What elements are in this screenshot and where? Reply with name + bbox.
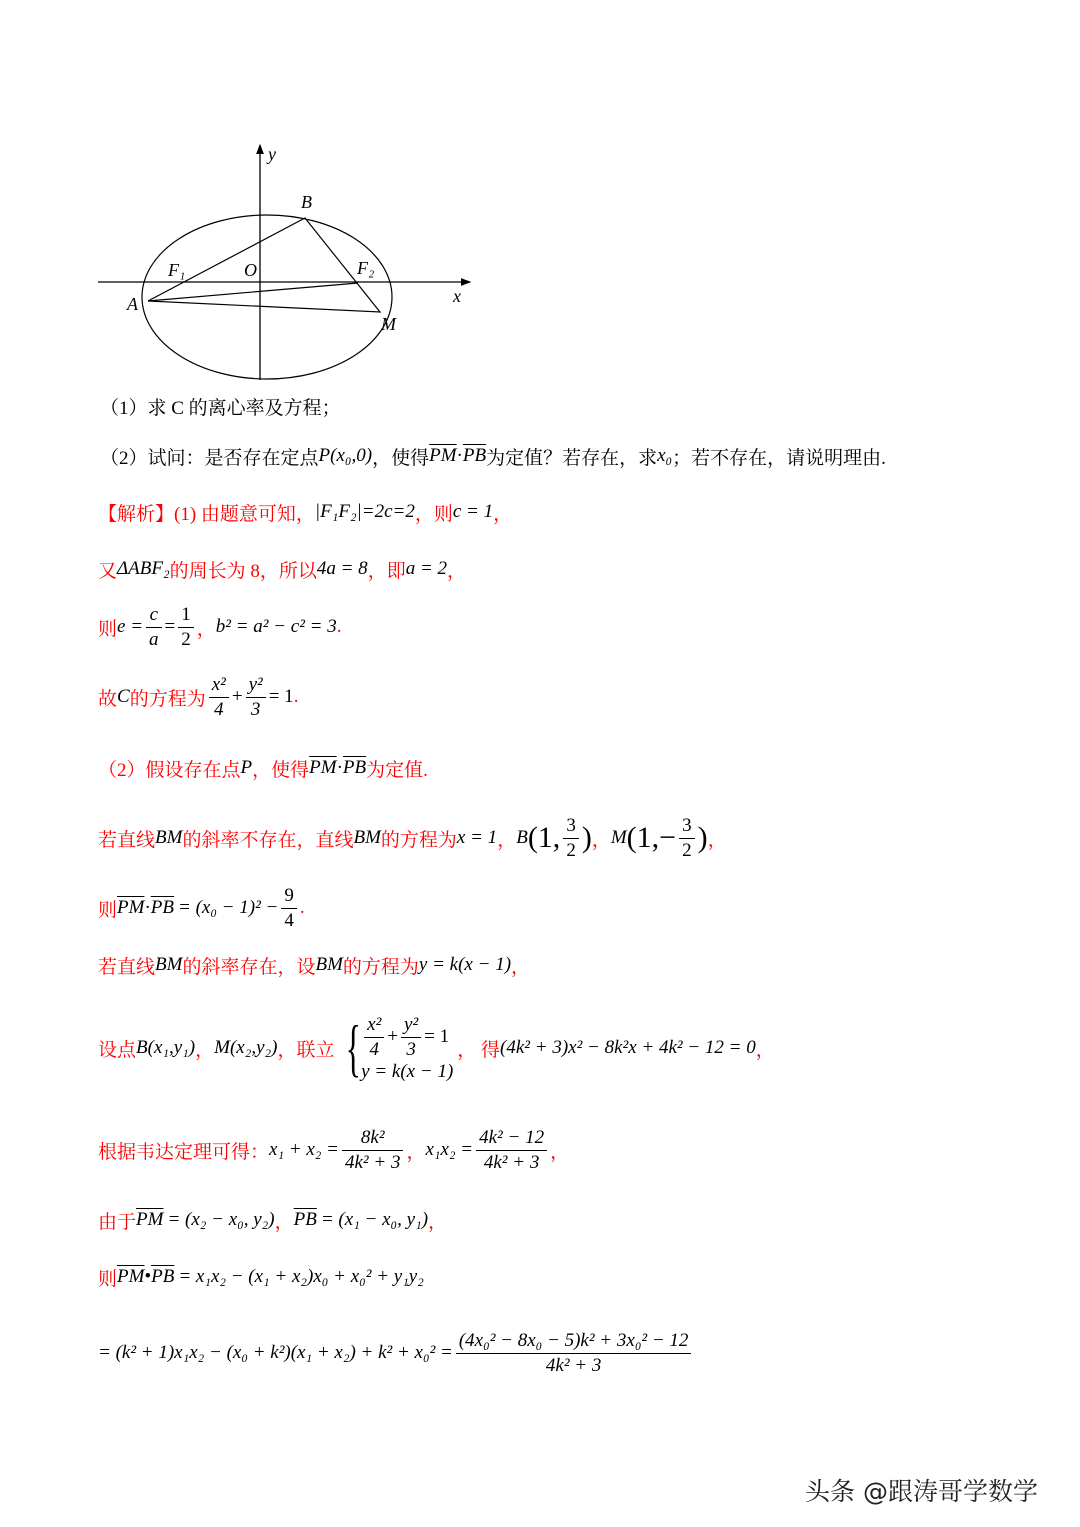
text: 则 [98, 1268, 118, 1290]
solution-line-10 [98, 1115, 569, 1185]
text: . [293, 686, 299, 707]
vector-pb: $\overline{PB}$ [151, 1266, 175, 1287]
text: ， [428, 1211, 448, 1233]
math: + [231, 686, 243, 707]
numerator: 8k² [360, 1126, 385, 1148]
text: ， [511, 956, 531, 978]
math: B [516, 827, 528, 848]
text: 为定值. [366, 759, 428, 781]
label-m: M [381, 314, 396, 334]
math: M(x₂,y₂) [214, 1037, 278, 1058]
text: . [299, 897, 305, 918]
dot: · [336, 757, 343, 778]
ellipse-diagram [0, 0, 520, 400]
label-y: y [268, 144, 276, 164]
numerator: 1 [181, 603, 191, 625]
dot: • [144, 1266, 152, 1287]
segment-af2 [148, 283, 358, 301]
math: x₀ [657, 445, 673, 466]
numerator: 3 [682, 814, 692, 836]
math: M [610, 827, 627, 848]
dot: · [144, 897, 151, 918]
fraction [178, 604, 194, 651]
dot: · [456, 445, 463, 466]
watermark: 头条 @跟涛哥学数学 [805, 1477, 1038, 1506]
math: ΔABF₂ [117, 558, 170, 579]
text: ，使得 [252, 759, 310, 781]
math: b² = a² − c² = 3 [215, 616, 337, 637]
math: ) [581, 821, 592, 854]
text: 若直线 [98, 956, 156, 978]
label-f1: F₁ [168, 260, 186, 280]
text: 【解析】(1) 由题意可知， [98, 503, 315, 525]
math: x₁x₂ = [425, 1139, 474, 1160]
text: 故 [98, 688, 118, 710]
math: = [164, 616, 176, 637]
question-text: （1）求 C 的离心率及方程； [100, 397, 341, 419]
text: 则 [98, 618, 118, 640]
system-row-2: y = k(x − 1) [361, 1060, 454, 1082]
fraction [342, 1127, 403, 1174]
math: c = 1 [452, 501, 494, 522]
math: = 1 [424, 1026, 450, 1047]
ellipse [142, 215, 392, 379]
text: 由于 [98, 1211, 137, 1233]
text: ， [406, 1141, 426, 1163]
text: ，使得 [372, 447, 430, 469]
math: BM [155, 954, 183, 975]
fraction [563, 815, 579, 862]
text: ，联立 [277, 1039, 335, 1061]
numerator: y² [404, 1013, 419, 1035]
label-b: B [301, 192, 312, 212]
text: ， [591, 829, 611, 851]
math: x = 1 [456, 827, 498, 848]
vector-pb: $\overline{PB}$ [342, 757, 367, 778]
equation-system [338, 1014, 453, 1083]
vector-pm: $\overline{PM}$ [309, 757, 337, 778]
math: |F₁F₂|=2c=2 [314, 501, 415, 522]
fraction [476, 1127, 547, 1174]
vector-pm: $\overline{PM}$ [117, 897, 145, 918]
vector-pm: $\overline{PM}$ [429, 445, 457, 466]
numerator: x² [367, 1013, 382, 1035]
math: (1,− [626, 821, 677, 854]
solution-line-3 [98, 592, 342, 662]
denominator: 2 [563, 838, 579, 862]
vector-pb: $\overline{PB}$ [462, 445, 487, 466]
math: = (x₀ − 1)² − [178, 897, 279, 918]
text: ， [195, 1039, 215, 1061]
math: P(x₀,0) [318, 445, 373, 466]
text: 的斜率不存在，直线 [182, 829, 354, 851]
denominator: 4 [209, 697, 229, 721]
fraction [246, 674, 266, 721]
math: 4a = 8 [316, 558, 368, 579]
text: ， [274, 1211, 294, 1233]
denominator: 4 [364, 1037, 384, 1061]
math: + [387, 1026, 399, 1047]
math: = 1 [268, 686, 294, 707]
numerator: (4x₀² − 8x₀ − 5)k² + 3x₀² − 12 [458, 1329, 689, 1351]
math: BM [155, 827, 183, 848]
numerator: y² [248, 673, 263, 695]
solution-line-12 [98, 1242, 424, 1312]
math: e = [117, 616, 144, 637]
solution-line-6 [98, 803, 727, 873]
math: a = 2 [405, 558, 448, 579]
denominator: 4 [281, 908, 297, 932]
text: 若直线 [98, 829, 156, 851]
math: y = k(x − 1) [418, 954, 512, 975]
denominator: 4k² + 3 [456, 1353, 692, 1377]
fraction [456, 1330, 692, 1377]
text: （2）试问：是否存在定点 [100, 447, 319, 469]
text: 的周长为 8，所以 [169, 560, 317, 582]
text: ，即 [367, 560, 406, 582]
text: 为定值？若存在，求 [486, 447, 658, 469]
math: (1, [527, 821, 561, 854]
fraction [146, 604, 162, 651]
math: B(x₁,y₁) [136, 1037, 196, 1058]
text: 设点 [98, 1039, 137, 1061]
text: ， [447, 560, 467, 582]
text: ， [196, 618, 216, 640]
text: ， [493, 503, 513, 525]
text: 的方程为 [129, 688, 206, 710]
math: BM [315, 954, 343, 975]
denominator: 4k² + 3 [342, 1150, 403, 1174]
text: 的方程为 [380, 829, 457, 851]
math: = (x₂ − x₀, y₂) [167, 1209, 275, 1230]
vector-pm: $\overline{PM}$ [136, 1209, 164, 1230]
text: 又 [98, 560, 118, 582]
denominator: 2 [679, 838, 695, 862]
system-row-1 [361, 1014, 453, 1061]
solution-line-4 [98, 662, 298, 732]
text: ， 得 [457, 1039, 501, 1061]
text: 则 [98, 899, 118, 921]
text: ， [550, 1141, 570, 1163]
vector-pm: $\overline{PM}$ [117, 1266, 145, 1287]
numerator: 9 [284, 884, 294, 906]
brace: { [346, 1012, 362, 1083]
vector-pb: $\overline{PB}$ [150, 897, 174, 918]
math: C [117, 686, 130, 707]
fraction [679, 815, 695, 862]
math: = (k² + 1)x₁x₂ − (x₀ + k²)(x₁ + x₂) + k² + x₀² = [98, 1342, 453, 1363]
text: ， [755, 1039, 775, 1061]
text: （2）假设存在点 [98, 759, 241, 781]
fraction [209, 674, 229, 721]
math: P [240, 757, 253, 778]
numerator: 3 [566, 814, 576, 836]
label-o: O [244, 260, 257, 280]
text: ；若不存在，请说明理由. [672, 447, 886, 469]
text: . [336, 616, 342, 637]
fraction [364, 1014, 384, 1061]
text: ，则 [414, 503, 453, 525]
math: = x₁x₂ − (x₁ + x₂)x₀ + x₀² + y₁y₂ [178, 1266, 424, 1287]
solution-line-13 [98, 1318, 694, 1388]
text: ， [707, 829, 727, 851]
text: ， [497, 829, 517, 851]
fraction [401, 1014, 421, 1061]
math: (4k² + 3)x² − 8k²x + 4k² − 12 = 0 [500, 1037, 756, 1058]
math: x₁ + x₂ = [269, 1139, 339, 1160]
fraction [281, 885, 297, 932]
math: ) [697, 821, 708, 854]
vector-pb: $\overline{PB}$ [293, 1209, 317, 1230]
numerator: c [149, 603, 158, 625]
text: 根据韦达定理可得： [98, 1141, 270, 1163]
label-x: x [453, 286, 461, 306]
label-f2: F₂ [357, 258, 375, 278]
denominator: 3 [401, 1037, 421, 1061]
text: 的方程为 [342, 956, 419, 978]
denominator: 2 [178, 627, 194, 651]
denominator: 3 [246, 697, 266, 721]
solution-line-8 [98, 930, 530, 1000]
math: BM [353, 827, 381, 848]
solution-line-5 [98, 733, 428, 803]
solution-line-9 [98, 1003, 775, 1093]
label-a: A [127, 294, 138, 314]
numerator: x² [211, 673, 226, 695]
numerator: 4k² − 12 [479, 1126, 545, 1148]
text: 的斜率存在，设 [182, 956, 316, 978]
math: = (x₁ − x₀, y₁) [320, 1209, 429, 1230]
denominator: 4k² + 3 [476, 1150, 547, 1174]
denominator: a [146, 627, 162, 651]
